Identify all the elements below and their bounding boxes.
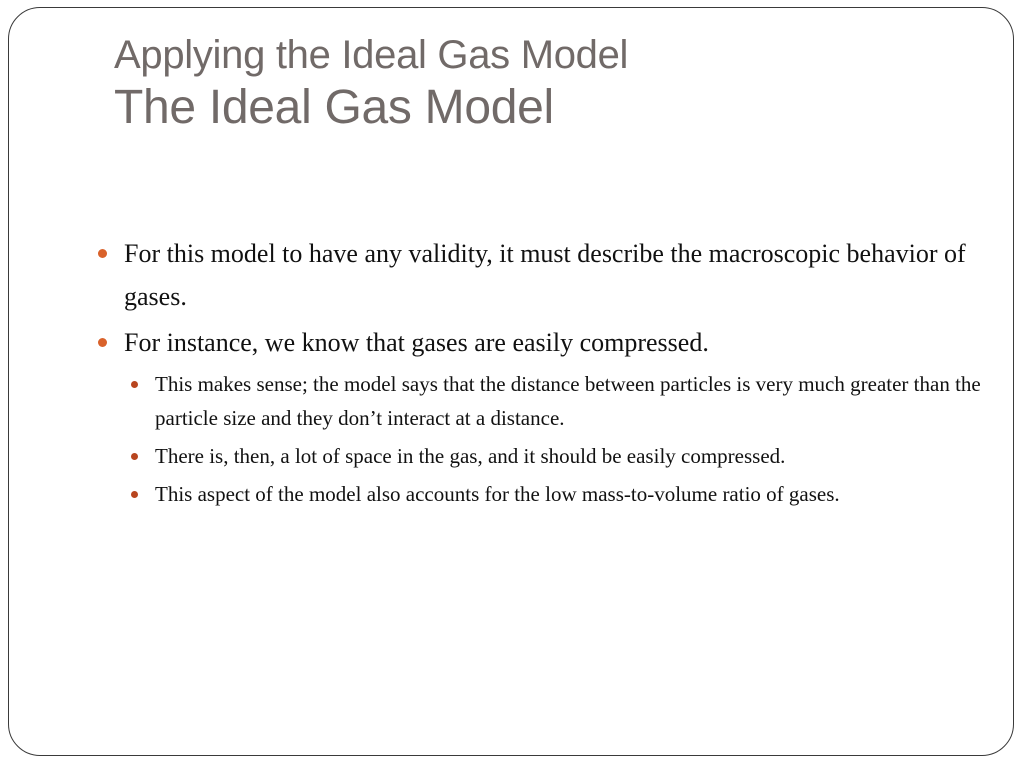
bullet-dot-icon [98,338,107,347]
bullet-item [93,232,983,318]
slide [8,7,1014,756]
sub-bullet-text: There is, then, a lot of space in the gas, and it should be easily compressed. [155,444,786,468]
title-line-1: Applying the Ideal Gas Model [114,33,629,77]
sub-bullet-text: This makes sense; the model says that the distance between particles is very much greater than the particle size and they don’t interact at a distance. [155,372,981,430]
bullet-item [93,321,983,364]
sub-bullet-dot-icon [131,381,138,388]
sub-bullet-item [124,439,983,473]
sub-bullet-text: This aspect of the model also accounts for the low mass-to-volume ratio of gases. [155,482,840,506]
sub-bullet-list [93,367,983,511]
title-line-2: The Ideal Gas Model [114,81,554,134]
bullet-text: For instance, we know that gases are easily compressed. [124,328,709,357]
bullet-list [93,232,983,515]
slide-title [114,30,974,136]
bullet-text: For this model to have any validity, it must describe the macroscopic behavior of gases. [124,239,966,311]
sub-bullet-item [124,367,983,435]
sub-bullet-dot-icon [131,453,138,460]
bullet-dot-icon [98,249,107,258]
sub-bullet-dot-icon [131,491,138,498]
sub-bullet-item [124,477,983,511]
